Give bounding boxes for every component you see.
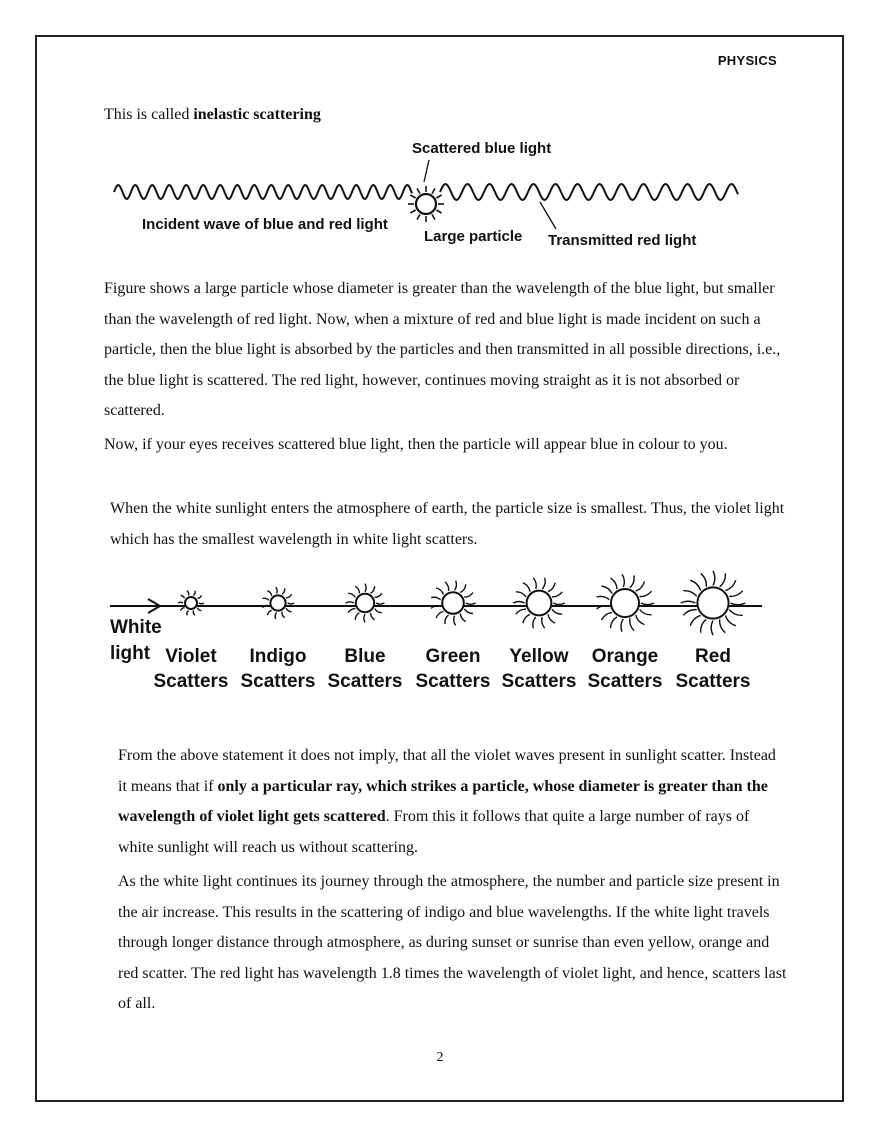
scattering-sequence-figure: [104, 558, 774, 708]
intro-text: This is called: [104, 106, 194, 123]
label-scatters-indigo: Scatters: [240, 671, 316, 692]
scattered-pointer: [424, 160, 429, 182]
label-scatters-orange: Scatters: [587, 671, 663, 692]
intro-line: [104, 100, 784, 131]
label-color-violet: Violet: [165, 646, 217, 667]
label-color-indigo: Indigo: [249, 646, 307, 667]
inelastic-scattering-figure: [104, 132, 754, 262]
label-scatters-violet: Scatters: [153, 671, 229, 692]
label-scattered-blue-light: Scattered blue light: [412, 140, 552, 157]
label-scatters-red: Scatters: [675, 671, 751, 692]
label-incident-wave: Incident wave of blue and red light: [142, 216, 388, 233]
transmitted-wave: [440, 184, 738, 200]
label-color-orange: Orange: [591, 646, 659, 667]
paragraph-violet-waves: [118, 741, 788, 863]
label-scatters-yellow: Scatters: [501, 671, 577, 692]
particle-orange: [597, 574, 654, 632]
label-color-red: Red: [695, 646, 731, 667]
particle-indigo: [263, 587, 295, 619]
label-light: light: [110, 643, 151, 664]
particle-red: [681, 571, 745, 635]
label-color-blue: Blue: [344, 646, 386, 667]
label-scatters-green: Scatters: [415, 671, 491, 692]
intro-bold-term: inelastic scattering: [193, 106, 321, 123]
page-number: 2: [436, 1050, 444, 1065]
transmitted-pointer: [540, 202, 556, 229]
label-color-green: Green: [425, 646, 481, 667]
para4-after: . From this it follows that quite a large number of rays of white sunlight will reach us without scattering.: [118, 808, 750, 856]
particle-violet: [178, 591, 204, 616]
subject-header: PHYSICS: [717, 53, 777, 68]
label-color-yellow: Yellow: [509, 646, 569, 667]
label-transmitted-red-light: Transmitted red light: [548, 232, 697, 249]
paragraph-eyes-blue: Now, if your eyes receives scattered blue light, then the particle will appear blue in colour to you.: [104, 436, 728, 453]
particle-yellow: [513, 578, 565, 628]
incident-wave: [114, 185, 412, 199]
paragraph-white-sunlight: When the white sunlight enters the atmosphere of earth, the particle size is smallest. Thus, the violet light which has the smallest wavelength in white light scatters.: [110, 500, 785, 548]
label-large-particle: Large particle: [424, 228, 523, 245]
paragraph-atmosphere-journey: As the white light continues its journey through the atmosphere, the number and particle size present in the air increase. This results in the scattering of indigo and blue wavelengths. If the white light travels through longer distance through atmosphere, as during sunset or sunrise than even yellow, orange and red scatter. The red light has wavelength 1.8 times the wavelength of violet light, and hence, scatters last of all.: [118, 873, 787, 1012]
particle-green: [431, 581, 476, 626]
large-particle: [408, 186, 444, 222]
para4-bold: only a particular ray, which strikes a particle, whose diameter is greater than the wavelength of violet light gets scattered: [118, 777, 768, 825]
label-scatters-blue: Scatters: [327, 671, 403, 692]
paragraph-large-particle: Figure shows a large particle whose diameter is greater than the wavelength of the blue light, but smaller than the wavelength of red light. Now, when a mixture of red and blue light is made incident on such a particle, then the blue light is absorbed by the particles and then transmitted in all possible directions, i.e., the blue light is scattered. The red light, however, continues moving straight as it is not absorbed or scattered.: [104, 280, 781, 419]
particle-blue: [346, 584, 385, 623]
label-white: White: [110, 617, 162, 638]
para4-before: From the above statement it does not imply, that all the violet waves present in sunlight scatter. Instead it means that if: [118, 747, 776, 795]
